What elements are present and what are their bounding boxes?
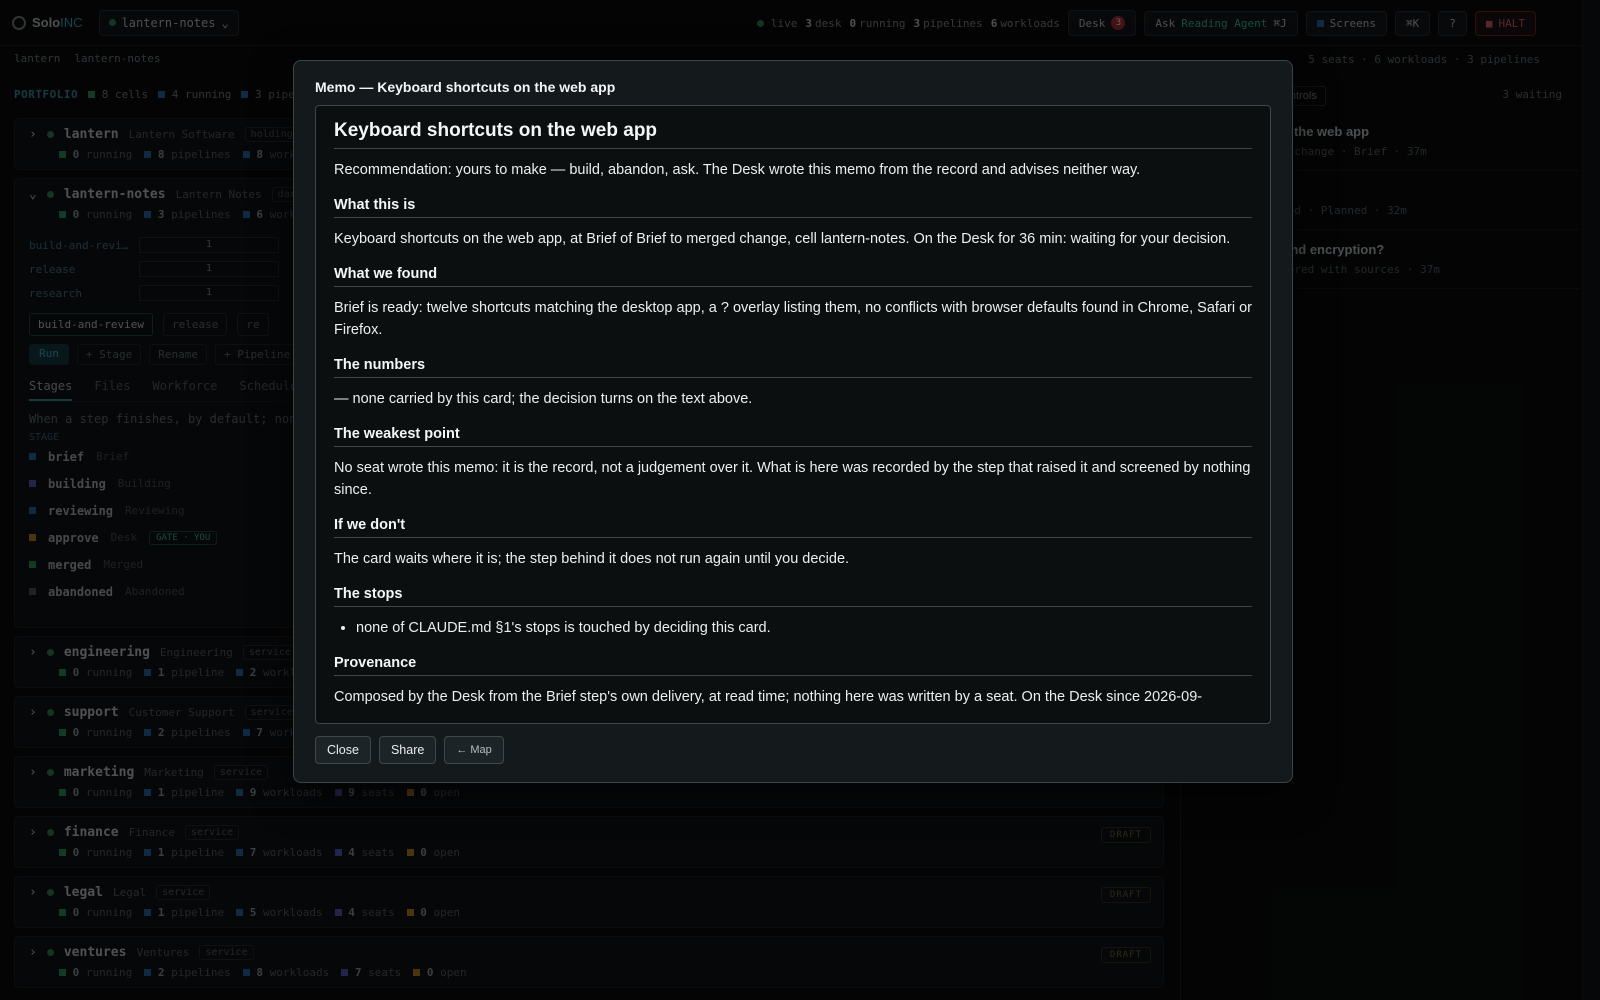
stops-list	[334, 617, 1252, 639]
list-item: • none of CLAUDE.md §1's stops is touched by deciding this card.	[356, 617, 1252, 639]
section-heading-stops: The stops	[334, 586, 1252, 607]
section-heading-what-this-is: What this is	[334, 197, 1252, 218]
section-body-numbers: — none carried by this card; the decision turns on the text above.	[334, 391, 753, 407]
memo-recommendation: Recommendation: yours to make — build, abandon, ask. The Desk wrote this memo from the record and advises neither way.	[334, 162, 1141, 178]
section-heading-numbers: The numbers	[334, 357, 1252, 378]
close-button[interactable]: Close	[315, 736, 371, 764]
memo-content[interactable]	[315, 105, 1271, 724]
section-body-what-this-is: Keyboard shortcuts on the web app, at Brief of Brief to merged change, cell lantern-notes. On the Desk for 36 min: waiting for your decision.	[334, 231, 1231, 247]
memo-heading: Keyboard shortcuts on the web app	[334, 120, 1252, 149]
dialog-actions	[315, 736, 1271, 764]
section-body-if-we-dont: The card waits where it is; the step behind it does not run again until you decide.	[334, 551, 850, 567]
section-heading-if-we-dont: If we don't	[334, 517, 1252, 538]
memo-dialog	[293, 60, 1293, 783]
share-button[interactable]: Share	[379, 736, 436, 764]
section-body-what-we-found: Brief is ready: twelve shortcuts matching the desktop app, a ? overlay listing them, no conflicts with browser defaults found in Chrome, Safari or Firefox.	[334, 300, 1252, 338]
section-body-provenance: Composed by the Desk from the Brief step's own delivery, at read time; nothing here was written by a seat. On the Desk since 2026-09-	[334, 689, 1203, 705]
dialog-title: Memo — Keyboard shortcuts on the web app	[315, 79, 616, 95]
back-to-map-button[interactable]: ← Map	[444, 736, 503, 764]
section-heading-weakest-point: The weakest point	[334, 426, 1252, 447]
section-body-weakest-point: No seat wrote this memo: it is the record, not a judgement over it. What is here was recorded by the step that raised it and screened by nothing since.	[334, 460, 1251, 498]
section-heading-what-we-found: What we found	[334, 266, 1252, 287]
section-heading-provenance: Provenance	[334, 655, 1252, 676]
